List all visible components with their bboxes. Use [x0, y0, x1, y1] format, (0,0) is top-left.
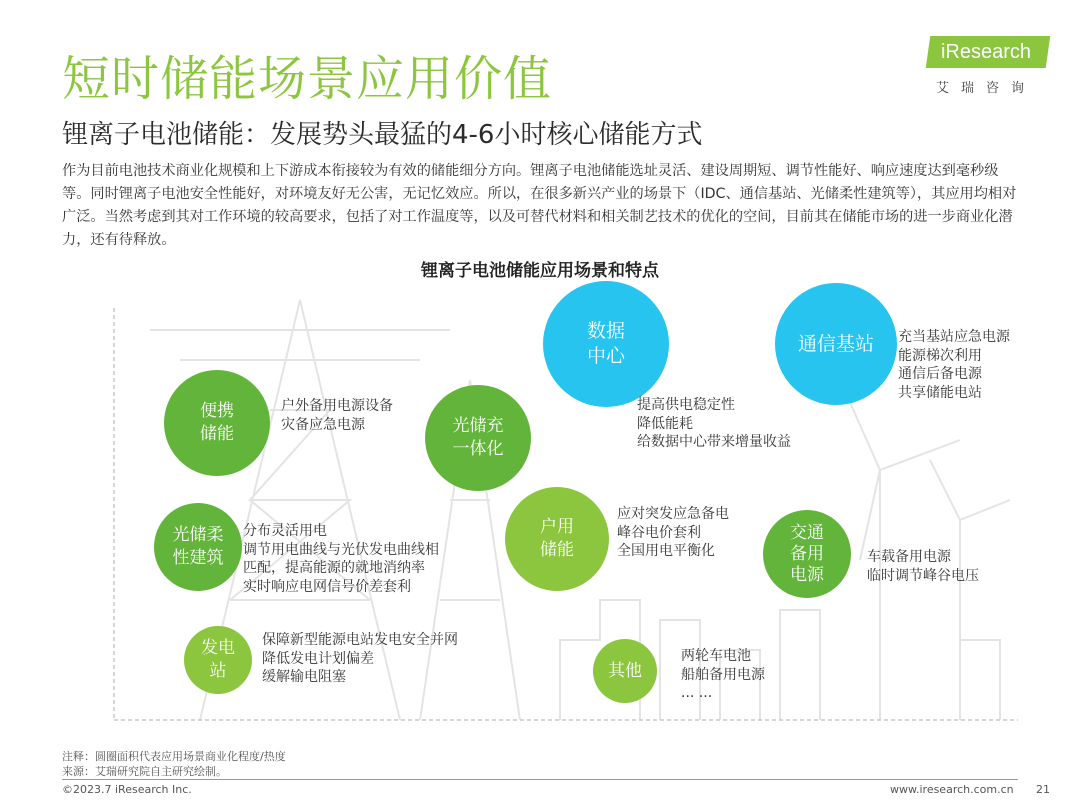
bubble-line: 站 [209, 661, 227, 681]
feature-item: 分布灵活用电 [243, 523, 327, 539]
bubble-line: 数据 [586, 320, 625, 342]
features-others [681, 647, 765, 703]
page-title: 短时储能场景应用价值 [62, 51, 553, 107]
bubble-line: 储能 [540, 540, 574, 560]
bubble-line: 户用 [540, 517, 574, 537]
bubble-residential-storage [505, 487, 609, 591]
feature-item: 全国用电平衡化 [617, 543, 715, 559]
bubble-line: 交通 [790, 522, 824, 543]
feature-item: 车载备用电源 [867, 549, 951, 565]
bubble-line: 发电 [201, 638, 235, 658]
iresearch-logo [924, 36, 1048, 96]
footer-copyright: ©2023.7 iResearch Inc. [62, 783, 192, 796]
bubble-portable-storage [164, 370, 270, 476]
bubble-line: 中心 [586, 345, 625, 367]
feature-item: 充当基站应急电源 [898, 329, 1010, 345]
footer-divider [62, 779, 1018, 780]
feature-item: 船舶备用电源 [681, 666, 765, 683]
note-text: 注释：圆圈面积代表应用场景商业化程度/热度 [62, 750, 286, 763]
bubble-flexible-building [154, 503, 242, 591]
features-telecom-base-station [898, 328, 1010, 402]
feature-item: 共享储能电站 [898, 384, 982, 401]
bubble-transport-backup-power [763, 510, 851, 598]
feature-item: 匹配，提高能源的就地消纳率 [243, 560, 425, 576]
diagram-title: 锂离子电池储能应用场景和特点 [421, 261, 659, 281]
feature-item: 缓解输电阻塞 [262, 669, 346, 685]
features-data-center [637, 396, 791, 452]
feature-item: 提高供电稳定性 [637, 397, 735, 413]
bubble-line: 光储柔 [172, 525, 224, 545]
feature-item: 灾备应急电源 [281, 416, 365, 433]
bubble-line: 性建筑 [172, 548, 224, 568]
source-text: 来源：艾瑞研究院自主研究绘制。 [62, 765, 227, 778]
feature-item: 应对突发应急备电 [617, 506, 729, 522]
bubble-data-center [543, 281, 669, 407]
bubble-line: 光储充 [452, 416, 504, 436]
bubble-line: 便携 [200, 401, 234, 421]
logo-brand: iResearch [940, 41, 1032, 63]
feature-item: 降低能耗 [637, 415, 693, 432]
feature-item: 实时响应电网信号价差套利 [243, 578, 411, 595]
feature-item: 降低发电计划偏差 [262, 650, 374, 667]
feature-item: 峰谷电价套利 [617, 524, 701, 541]
features-portable-storage [281, 397, 393, 434]
feature-item: 调节用电曲线与光伏发电曲线相 [243, 541, 439, 558]
bubble-power-station [184, 626, 252, 694]
bubble-line: 一体化 [452, 439, 504, 459]
bubble-line: 其他 [608, 660, 642, 681]
bubble-line: 备用 [790, 543, 824, 564]
logo-chinese-name: 艾瑞咨询 [935, 81, 1036, 96]
bubble-line: 通信基站 [797, 332, 874, 355]
feature-item: 给数据中心带来增量收益 [637, 434, 791, 450]
features-residential-storage [617, 505, 729, 561]
footer-note [62, 749, 286, 779]
feature-item: 两轮车电池 [681, 648, 751, 664]
features-transport-backup-power [867, 548, 979, 585]
bubble-telecom-base-station [775, 283, 897, 405]
bubble-line: 电源 [790, 564, 824, 585]
description-paragraph: 作为目前电池技术商业化规模和上下游成本衔接较为有效的储能细分方向。锂离子电池储能选址灵活、建设周期短、调节性能好、响应速度达到毫秒级等。同时锂离子电池安全性能好，对环境友好无公害，无记忆效应。所以，在很多新兴产业的场景下（IDC、通信基站、光储柔性建筑等），其应用均相对广泛。当然考虑到其对工作环境的较高要求，包括了对工作温度等，以及可替代材料和相关制艺技术的优化的空间，目前其在储能市场的进一步商业化潜力，还有待释放。 [62, 163, 1017, 248]
features-power-station [262, 631, 458, 687]
feature-item: ... ... [681, 685, 713, 701]
feature-item: 保障新型能源电站发电安全并网 [262, 632, 458, 648]
page-subtitle: 锂离子电池储能：发展势头最猛的4-6小时核心储能方式 [62, 120, 703, 150]
bubble-line: 储能 [200, 424, 234, 444]
footer-url: www.iresearch.com.cn [890, 783, 1014, 796]
bubble-pv-storage-charging [425, 385, 531, 491]
page-number: 21 [1036, 783, 1050, 796]
feature-item: 临时调节峰谷电压 [867, 567, 979, 584]
feature-item: 能源梯次利用 [898, 347, 982, 364]
features-flexible-building [243, 522, 439, 596]
feature-item: 通信后备电源 [898, 366, 982, 382]
feature-item: 户外备用电源设备 [281, 398, 393, 414]
bubble-others [593, 639, 657, 703]
